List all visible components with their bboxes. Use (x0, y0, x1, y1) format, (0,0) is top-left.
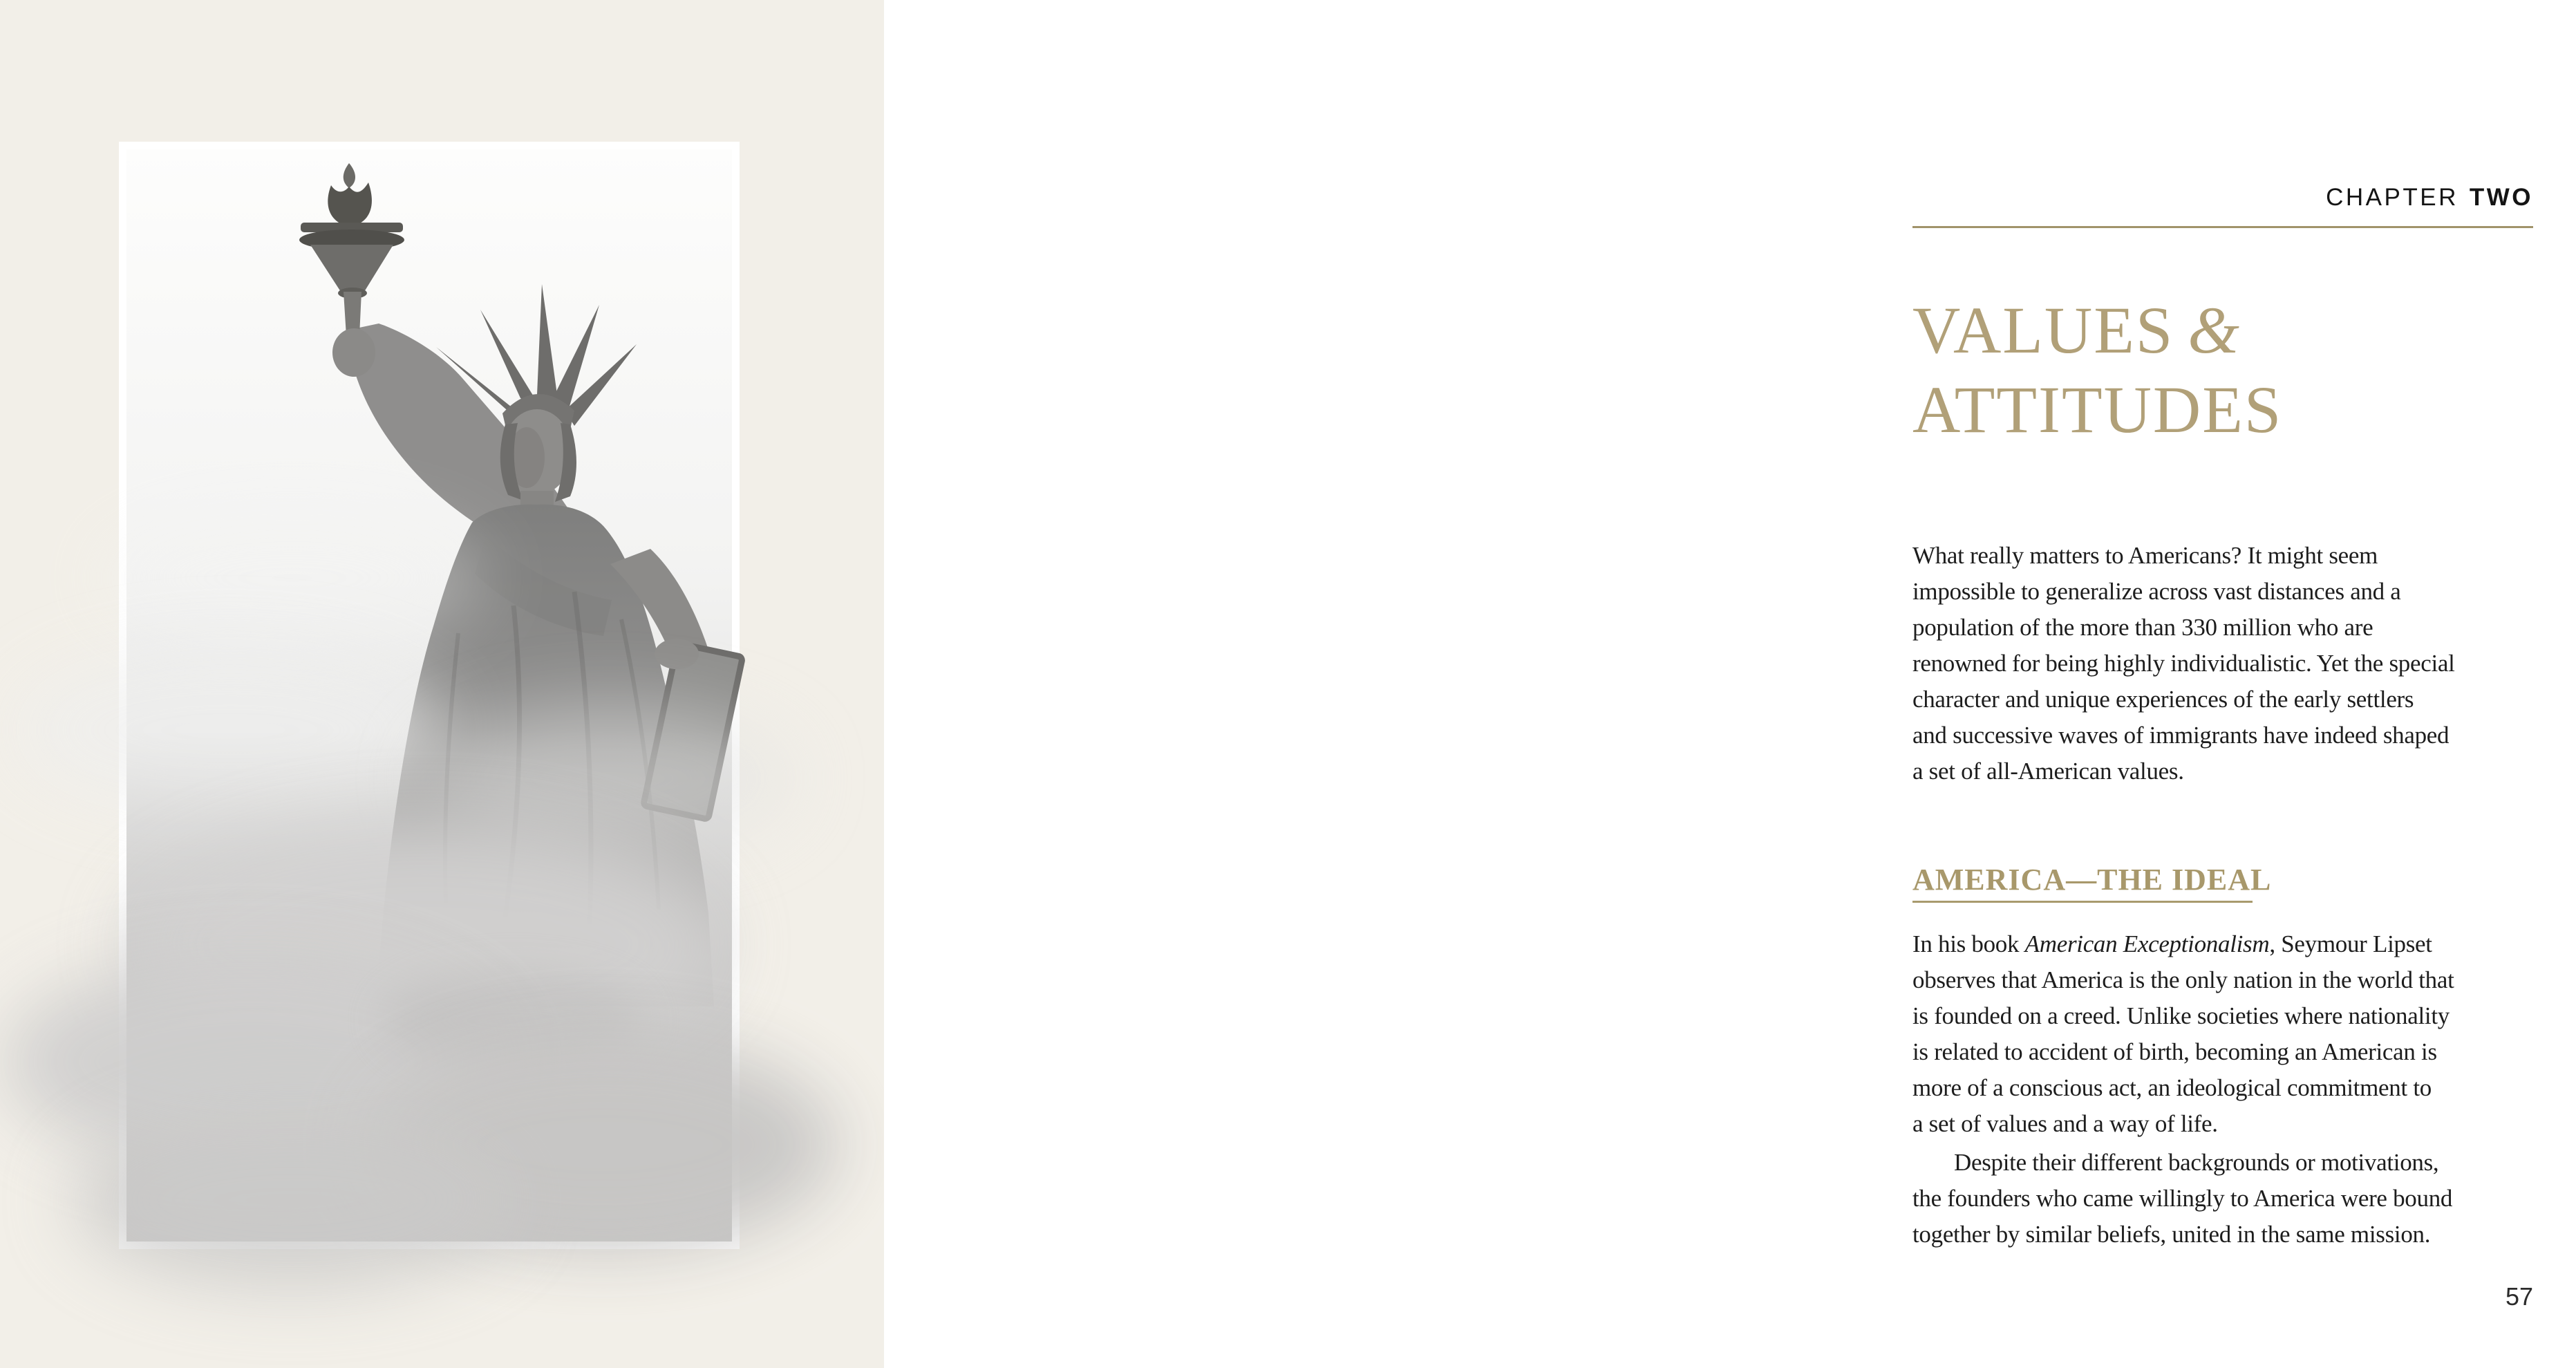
book-title-italic: American Exceptionalism (2024, 930, 2270, 957)
page-number: 57 (2505, 1282, 2533, 1311)
section-paragraph-lead: In his book (1912, 930, 2025, 957)
chapter-header (1912, 184, 2533, 212)
section-heading: AMERICA—THE IDEAL (1912, 863, 2272, 897)
chapter-rule (1912, 226, 2533, 228)
closing-paragraph: Despite their different backgrounds or motivations, the founders who came willingly to America were bound together by similar beliefs, united in the same mission. (1912, 1149, 2453, 1248)
chapter-number: TWO (2469, 184, 2533, 211)
left-page (0, 0, 884, 1368)
right-page (884, 0, 2533, 1368)
chapter-title (1912, 290, 2576, 449)
statue-of-liberty-photo (126, 149, 732, 1241)
section-paragraph (1912, 926, 2558, 1142)
title-ampersand: & (2188, 293, 2239, 367)
section-heading-rule (1912, 901, 2253, 903)
chapter-label: CHAPTER (2326, 184, 2459, 211)
section-paragraph-rest: , Seymour Lipset observes that America is the only nation in the world that is founded on a creed. Unlike societies where nationality is related to accident of birth, becoming an American is more of a conscious act, an ideological commitment to a set of values and a way of life. (1912, 930, 2454, 1137)
intro-paragraph: What really matters to Americans? It might seem impossible to generalize across vast distances and a population of the more than 330 million who are renowned for being highly individualistic. Yet the special character and unique experiences of the early settlers and successive waves of immigrants have indeed shaped a set of all-American values. (1912, 542, 2455, 785)
title-line2: ATTITUDES (1912, 373, 2283, 447)
statue-photo-frame (119, 142, 740, 1249)
title-line1: VALUES (1912, 293, 2174, 367)
